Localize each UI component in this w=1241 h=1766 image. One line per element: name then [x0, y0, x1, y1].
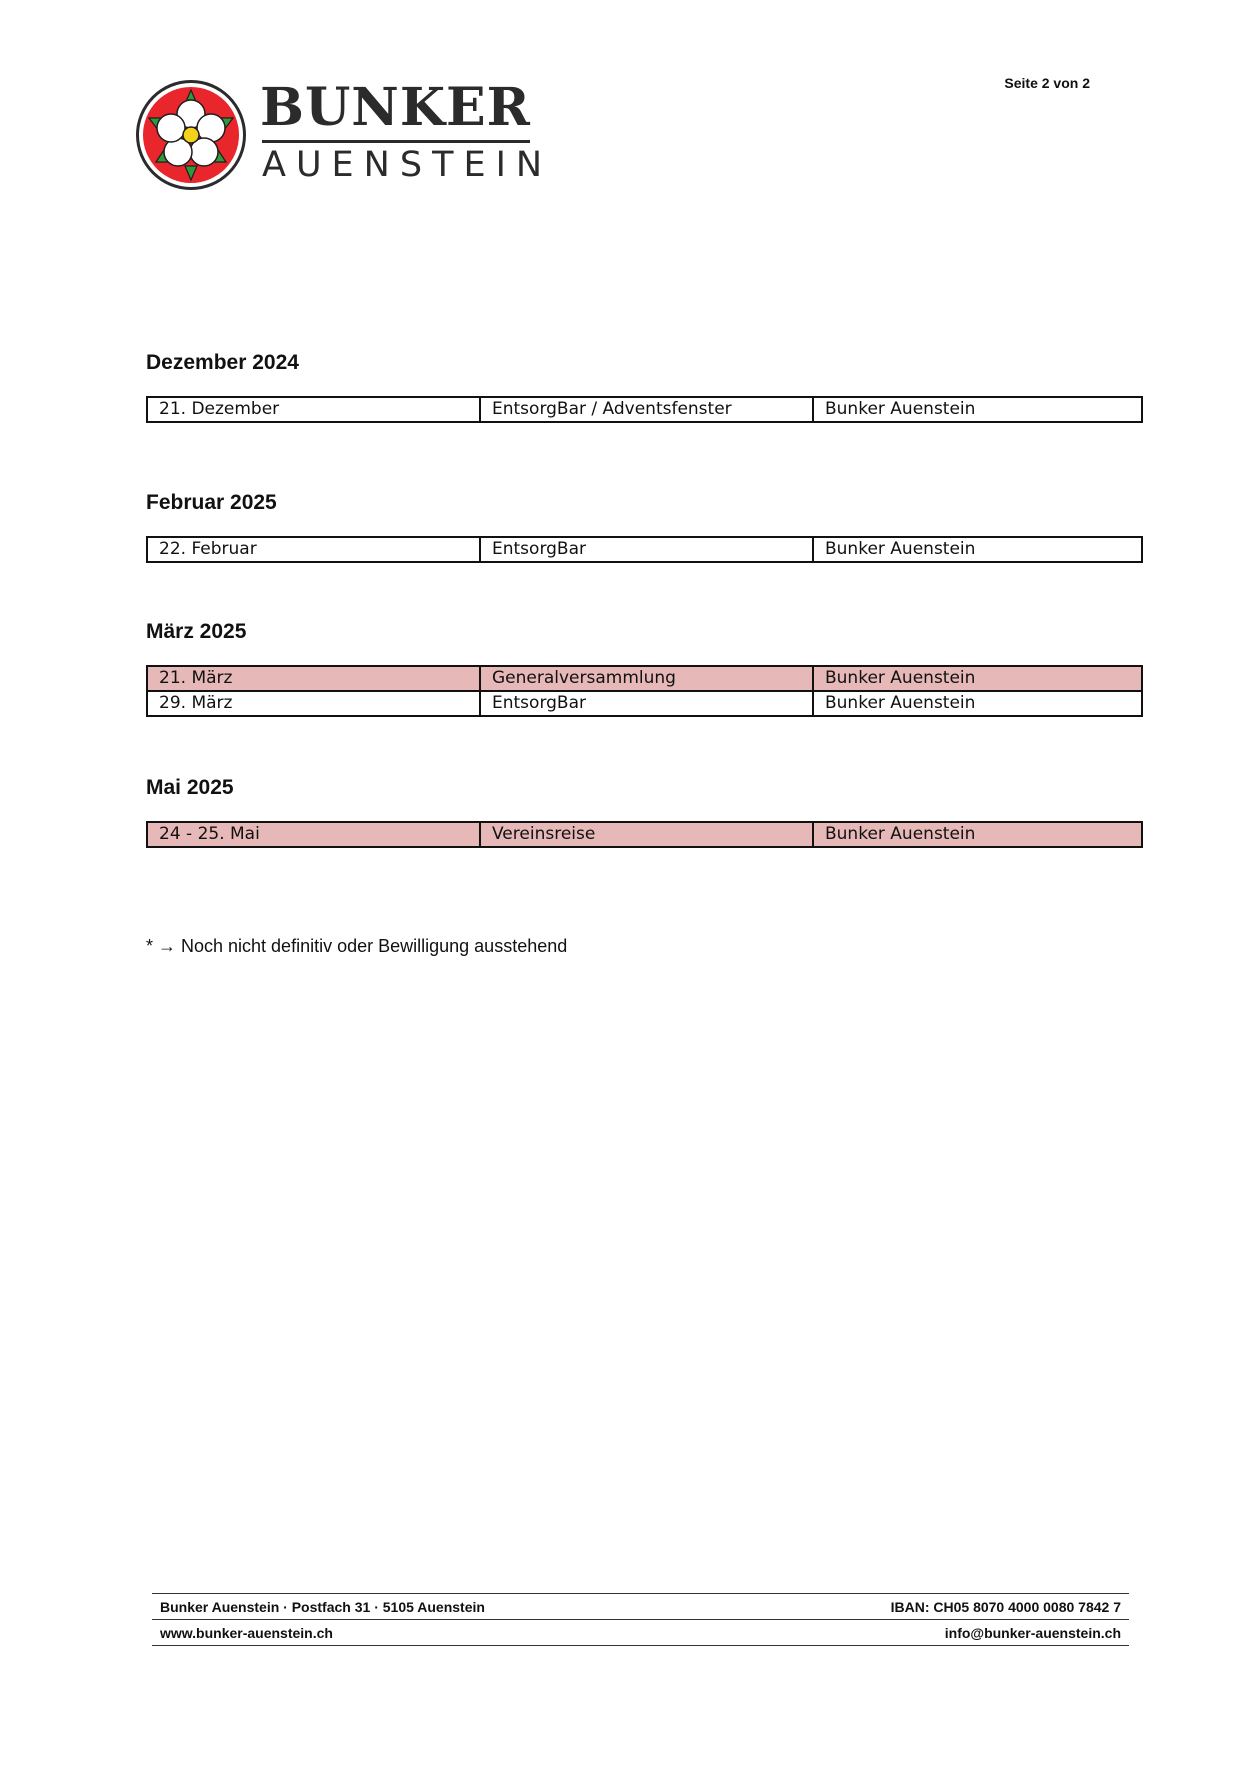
- event-section: [146, 777, 1146, 848]
- section-title: März 2025: [146, 620, 247, 643]
- footer-email[interactable]: info@bunker-auenstein.ch: [944, 1624, 1121, 1641]
- footer-row-address: [152, 1594, 1129, 1619]
- event-date-cell: 22. Februar: [147, 537, 480, 562]
- event-section: [146, 352, 1146, 423]
- event-location-cell: Bunker Auenstein: [813, 822, 1142, 847]
- footer-row-contact: [152, 1620, 1129, 1645]
- events-table: [146, 821, 1143, 848]
- event-section: [146, 621, 1146, 717]
- event-location-cell: Bunker Auenstein: [813, 691, 1142, 716]
- event-date-cell: 29. März: [147, 691, 480, 716]
- logo-wordmark-bunker: BUNKER: [260, 77, 531, 138]
- event-date-cell: 21. Dezember: [147, 397, 480, 422]
- footer-divider-bottom: [152, 1645, 1129, 1646]
- event-name-cell: EntsorgBar: [480, 537, 813, 562]
- table-row: [147, 691, 1142, 716]
- event-name-cell: EntsorgBar / Adventsfenster: [480, 397, 813, 422]
- footer-address: Bunker Auenstein · Postfach 31 · 5105 Auenstein: [160, 1598, 485, 1615]
- table-row: [147, 822, 1142, 847]
- event-date-cell: 24 - 25. Mai: [147, 822, 480, 847]
- event-section: [146, 492, 1146, 563]
- event-name-cell: EntsorgBar: [480, 691, 813, 716]
- events-table: [146, 536, 1143, 563]
- section-title: Februar 2025: [146, 491, 277, 514]
- footer-website[interactable]: www.bunker-auenstein.ch: [160, 1624, 333, 1641]
- footnote: * → Noch nicht definitiv oder Bewilligung ausstehend: [146, 936, 568, 956]
- logo-wordmark-auenstein: AUENSTEIN: [262, 145, 553, 185]
- logo: [134, 77, 553, 193]
- section-title: Mai 2025: [146, 776, 234, 799]
- event-name-cell: Generalversammlung: [480, 666, 813, 691]
- table-row: [147, 666, 1142, 691]
- logo-divider: [262, 140, 530, 143]
- rose-emblem-icon: [134, 78, 248, 192]
- page-number: Seite 2 von 2: [1004, 75, 1090, 91]
- event-name-cell: Vereinsreise: [480, 822, 813, 847]
- event-location-cell: Bunker Auenstein: [813, 397, 1142, 422]
- events-table: [146, 665, 1143, 717]
- event-location-cell: Bunker Auenstein: [813, 537, 1142, 562]
- section-title: Dezember 2024: [146, 351, 299, 374]
- event-location-cell: Bunker Auenstein: [813, 666, 1142, 691]
- footer-iban: IBAN: CH05 8070 4000 0080 7842 7: [890, 1598, 1121, 1615]
- event-date-cell: 21. März: [147, 666, 480, 691]
- table-row: [147, 397, 1142, 422]
- footer: [152, 1593, 1129, 1646]
- events-table: [146, 396, 1143, 423]
- table-row: [147, 537, 1142, 562]
